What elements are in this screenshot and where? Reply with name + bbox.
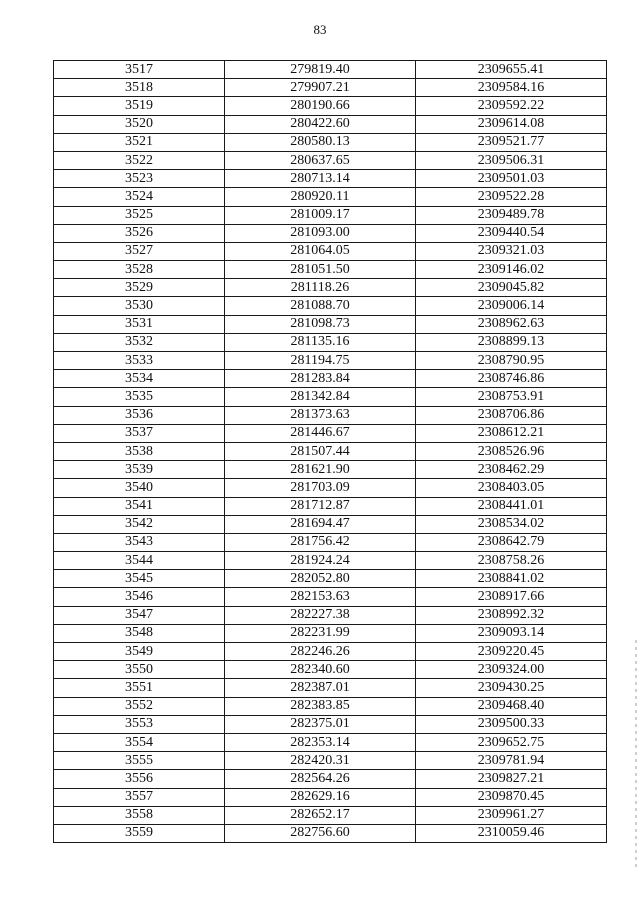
coordinate-table: [53, 60, 607, 843]
x-coordinate-cell: 282383.85: [225, 697, 416, 715]
table-row: [54, 715, 607, 733]
y-coordinate-cell: 2309500.33: [416, 715, 607, 733]
x-coordinate-cell: 281342.84: [225, 388, 416, 406]
y-coordinate-cell: 2309321.03: [416, 242, 607, 260]
table-row: [54, 606, 607, 624]
point-number-cell: 3538: [54, 442, 225, 460]
x-coordinate-cell: 282153.63: [225, 588, 416, 606]
y-coordinate-cell: 2309468.40: [416, 697, 607, 715]
table-row: [54, 679, 607, 697]
table-row: [54, 261, 607, 279]
table-row: [54, 242, 607, 260]
x-coordinate-cell: 282375.01: [225, 715, 416, 733]
y-coordinate-cell: 2309652.75: [416, 733, 607, 751]
y-coordinate-cell: 2309006.14: [416, 297, 607, 315]
table-row: [54, 115, 607, 133]
point-number-cell: 3550: [54, 661, 225, 679]
y-coordinate-cell: 2309655.41: [416, 61, 607, 79]
point-number-cell: 3541: [54, 497, 225, 515]
table-row: [54, 461, 607, 479]
x-coordinate-cell: 280422.60: [225, 115, 416, 133]
table-row: [54, 206, 607, 224]
table-row: [54, 442, 607, 460]
x-coordinate-cell: 281283.84: [225, 370, 416, 388]
table-row: [54, 388, 607, 406]
x-coordinate-cell: 279907.21: [225, 79, 416, 97]
y-coordinate-cell: 2309093.14: [416, 624, 607, 642]
x-coordinate-cell: 281373.63: [225, 406, 416, 424]
y-coordinate-cell: 2309521.77: [416, 133, 607, 151]
point-number-cell: 3523: [54, 170, 225, 188]
point-number-cell: 3539: [54, 461, 225, 479]
y-coordinate-cell: 2309827.21: [416, 770, 607, 788]
y-coordinate-cell: 2309045.82: [416, 279, 607, 297]
y-coordinate-cell: 2309440.54: [416, 224, 607, 242]
y-coordinate-cell: 2309870.45: [416, 788, 607, 806]
table-row: [54, 770, 607, 788]
point-number-cell: 3526: [54, 224, 225, 242]
table-row: [54, 497, 607, 515]
table-row: [54, 697, 607, 715]
x-coordinate-cell: 281712.87: [225, 497, 416, 515]
x-coordinate-cell: 280920.11: [225, 188, 416, 206]
point-number-cell: 3559: [54, 824, 225, 842]
x-coordinate-cell: 281194.75: [225, 352, 416, 370]
y-coordinate-cell: 2308526.96: [416, 442, 607, 460]
x-coordinate-cell: 281051.50: [225, 261, 416, 279]
table-row: [54, 370, 607, 388]
x-coordinate-cell: 282756.60: [225, 824, 416, 842]
point-number-cell: 3536: [54, 406, 225, 424]
point-number-cell: 3557: [54, 788, 225, 806]
y-coordinate-cell: 2308534.02: [416, 515, 607, 533]
y-coordinate-cell: 2309961.27: [416, 806, 607, 824]
point-number-cell: 3530: [54, 297, 225, 315]
y-coordinate-cell: 2308917.66: [416, 588, 607, 606]
point-number-cell: 3518: [54, 79, 225, 97]
point-number-cell: 3558: [54, 806, 225, 824]
point-number-cell: 3540: [54, 479, 225, 497]
x-coordinate-cell: 282652.17: [225, 806, 416, 824]
point-number-cell: 3519: [54, 97, 225, 115]
x-coordinate-cell: 282387.01: [225, 679, 416, 697]
x-coordinate-cell: 280713.14: [225, 170, 416, 188]
point-number-cell: 3543: [54, 533, 225, 551]
point-number-cell: 3555: [54, 752, 225, 770]
x-coordinate-cell: 281009.17: [225, 206, 416, 224]
point-number-cell: 3529: [54, 279, 225, 297]
coordinate-table-body: [54, 61, 607, 843]
table-row: [54, 352, 607, 370]
point-number-cell: 3551: [54, 679, 225, 697]
y-coordinate-cell: 2308403.05: [416, 479, 607, 497]
y-coordinate-cell: 2308706.86: [416, 406, 607, 424]
x-coordinate-cell: 281098.73: [225, 315, 416, 333]
point-number-cell: 3553: [54, 715, 225, 733]
x-coordinate-cell: 282052.80: [225, 570, 416, 588]
x-coordinate-cell: 282564.26: [225, 770, 416, 788]
point-number-cell: 3522: [54, 151, 225, 169]
y-coordinate-cell: 2309614.08: [416, 115, 607, 133]
table-row: [54, 424, 607, 442]
point-number-cell: 3544: [54, 552, 225, 570]
table-row: [54, 643, 607, 661]
x-coordinate-cell: 281446.67: [225, 424, 416, 442]
y-coordinate-cell: 2308841.02: [416, 570, 607, 588]
y-coordinate-cell: 2309584.16: [416, 79, 607, 97]
x-coordinate-cell: 282231.99: [225, 624, 416, 642]
table-row: [54, 279, 607, 297]
table-row: [54, 315, 607, 333]
y-coordinate-cell: 2309430.25: [416, 679, 607, 697]
table-row: [54, 406, 607, 424]
point-number-cell: 3533: [54, 352, 225, 370]
point-number-cell: 3520: [54, 115, 225, 133]
y-coordinate-cell: 2309501.03: [416, 170, 607, 188]
table-row: [54, 552, 607, 570]
table-row: [54, 661, 607, 679]
y-coordinate-cell: 2310059.46: [416, 824, 607, 842]
table-row: [54, 224, 607, 242]
y-coordinate-cell: 2308962.63: [416, 315, 607, 333]
point-number-cell: 3545: [54, 570, 225, 588]
table-row: [54, 588, 607, 606]
point-number-cell: 3528: [54, 261, 225, 279]
y-coordinate-cell: 2308441.01: [416, 497, 607, 515]
table-row: [54, 97, 607, 115]
y-coordinate-cell: 2309220.45: [416, 643, 607, 661]
y-coordinate-cell: 2309781.94: [416, 752, 607, 770]
x-coordinate-cell: 281756.42: [225, 533, 416, 551]
point-number-cell: 3546: [54, 588, 225, 606]
scan-edge-artifact: [635, 640, 637, 870]
table-row: [54, 151, 607, 169]
x-coordinate-cell: 280637.65: [225, 151, 416, 169]
point-number-cell: 3542: [54, 515, 225, 533]
y-coordinate-cell: 2309522.28: [416, 188, 607, 206]
point-number-cell: 3547: [54, 606, 225, 624]
table-row: [54, 515, 607, 533]
x-coordinate-cell: 281093.00: [225, 224, 416, 242]
table-row: [54, 170, 607, 188]
point-number-cell: 3548: [54, 624, 225, 642]
page-number: 83: [313, 22, 327, 37]
x-coordinate-cell: 281088.70: [225, 297, 416, 315]
x-coordinate-cell: 282353.14: [225, 733, 416, 751]
point-number-cell: 3521: [54, 133, 225, 151]
y-coordinate-cell: 2309592.22: [416, 97, 607, 115]
y-coordinate-cell: 2308758.26: [416, 552, 607, 570]
point-number-cell: 3552: [54, 697, 225, 715]
y-coordinate-cell: 2308899.13: [416, 333, 607, 351]
table-row: [54, 479, 607, 497]
x-coordinate-cell: 282340.60: [225, 661, 416, 679]
x-coordinate-cell: 280580.13: [225, 133, 416, 151]
x-coordinate-cell: 281064.05: [225, 242, 416, 260]
point-number-cell: 3535: [54, 388, 225, 406]
point-number-cell: 3554: [54, 733, 225, 751]
table-row: [54, 297, 607, 315]
table-row: [54, 570, 607, 588]
table-row: [54, 752, 607, 770]
x-coordinate-cell: 282227.38: [225, 606, 416, 624]
table-row: [54, 133, 607, 151]
table-row: [54, 79, 607, 97]
y-coordinate-cell: 2308746.86: [416, 370, 607, 388]
y-coordinate-cell: 2308753.91: [416, 388, 607, 406]
y-coordinate-cell: 2308642.79: [416, 533, 607, 551]
x-coordinate-cell: 281703.09: [225, 479, 416, 497]
table-row: [54, 624, 607, 642]
x-coordinate-cell: 282420.31: [225, 752, 416, 770]
table-row: [54, 61, 607, 79]
point-number-cell: 3524: [54, 188, 225, 206]
y-coordinate-cell: 2309506.31: [416, 151, 607, 169]
x-coordinate-cell: 282629.16: [225, 788, 416, 806]
point-number-cell: 3556: [54, 770, 225, 788]
table-row: [54, 806, 607, 824]
x-coordinate-cell: 280190.66: [225, 97, 416, 115]
x-coordinate-cell: 282246.26: [225, 643, 416, 661]
point-number-cell: 3532: [54, 333, 225, 351]
table-row: [54, 333, 607, 351]
point-number-cell: 3537: [54, 424, 225, 442]
y-coordinate-cell: 2309146.02: [416, 261, 607, 279]
point-number-cell: 3531: [54, 315, 225, 333]
point-number-cell: 3549: [54, 643, 225, 661]
x-coordinate-cell: 279819.40: [225, 61, 416, 79]
x-coordinate-cell: 281621.90: [225, 461, 416, 479]
x-coordinate-cell: 281924.24: [225, 552, 416, 570]
table-row: [54, 188, 607, 206]
x-coordinate-cell: 281135.16: [225, 333, 416, 351]
x-coordinate-cell: 281694.47: [225, 515, 416, 533]
point-number-cell: 3517: [54, 61, 225, 79]
y-coordinate-cell: 2308992.32: [416, 606, 607, 624]
y-coordinate-cell: 2309324.00: [416, 661, 607, 679]
point-number-cell: 3525: [54, 206, 225, 224]
table-row: [54, 733, 607, 751]
point-number-cell: 3534: [54, 370, 225, 388]
table-row: [54, 824, 607, 842]
y-coordinate-cell: 2308612.21: [416, 424, 607, 442]
y-coordinate-cell: 2309489.78: [416, 206, 607, 224]
x-coordinate-cell: 281507.44: [225, 442, 416, 460]
table-row: [54, 533, 607, 551]
table-row: [54, 788, 607, 806]
point-number-cell: 3527: [54, 242, 225, 260]
x-coordinate-cell: 281118.26: [225, 279, 416, 297]
y-coordinate-cell: 2308462.29: [416, 461, 607, 479]
y-coordinate-cell: 2308790.95: [416, 352, 607, 370]
